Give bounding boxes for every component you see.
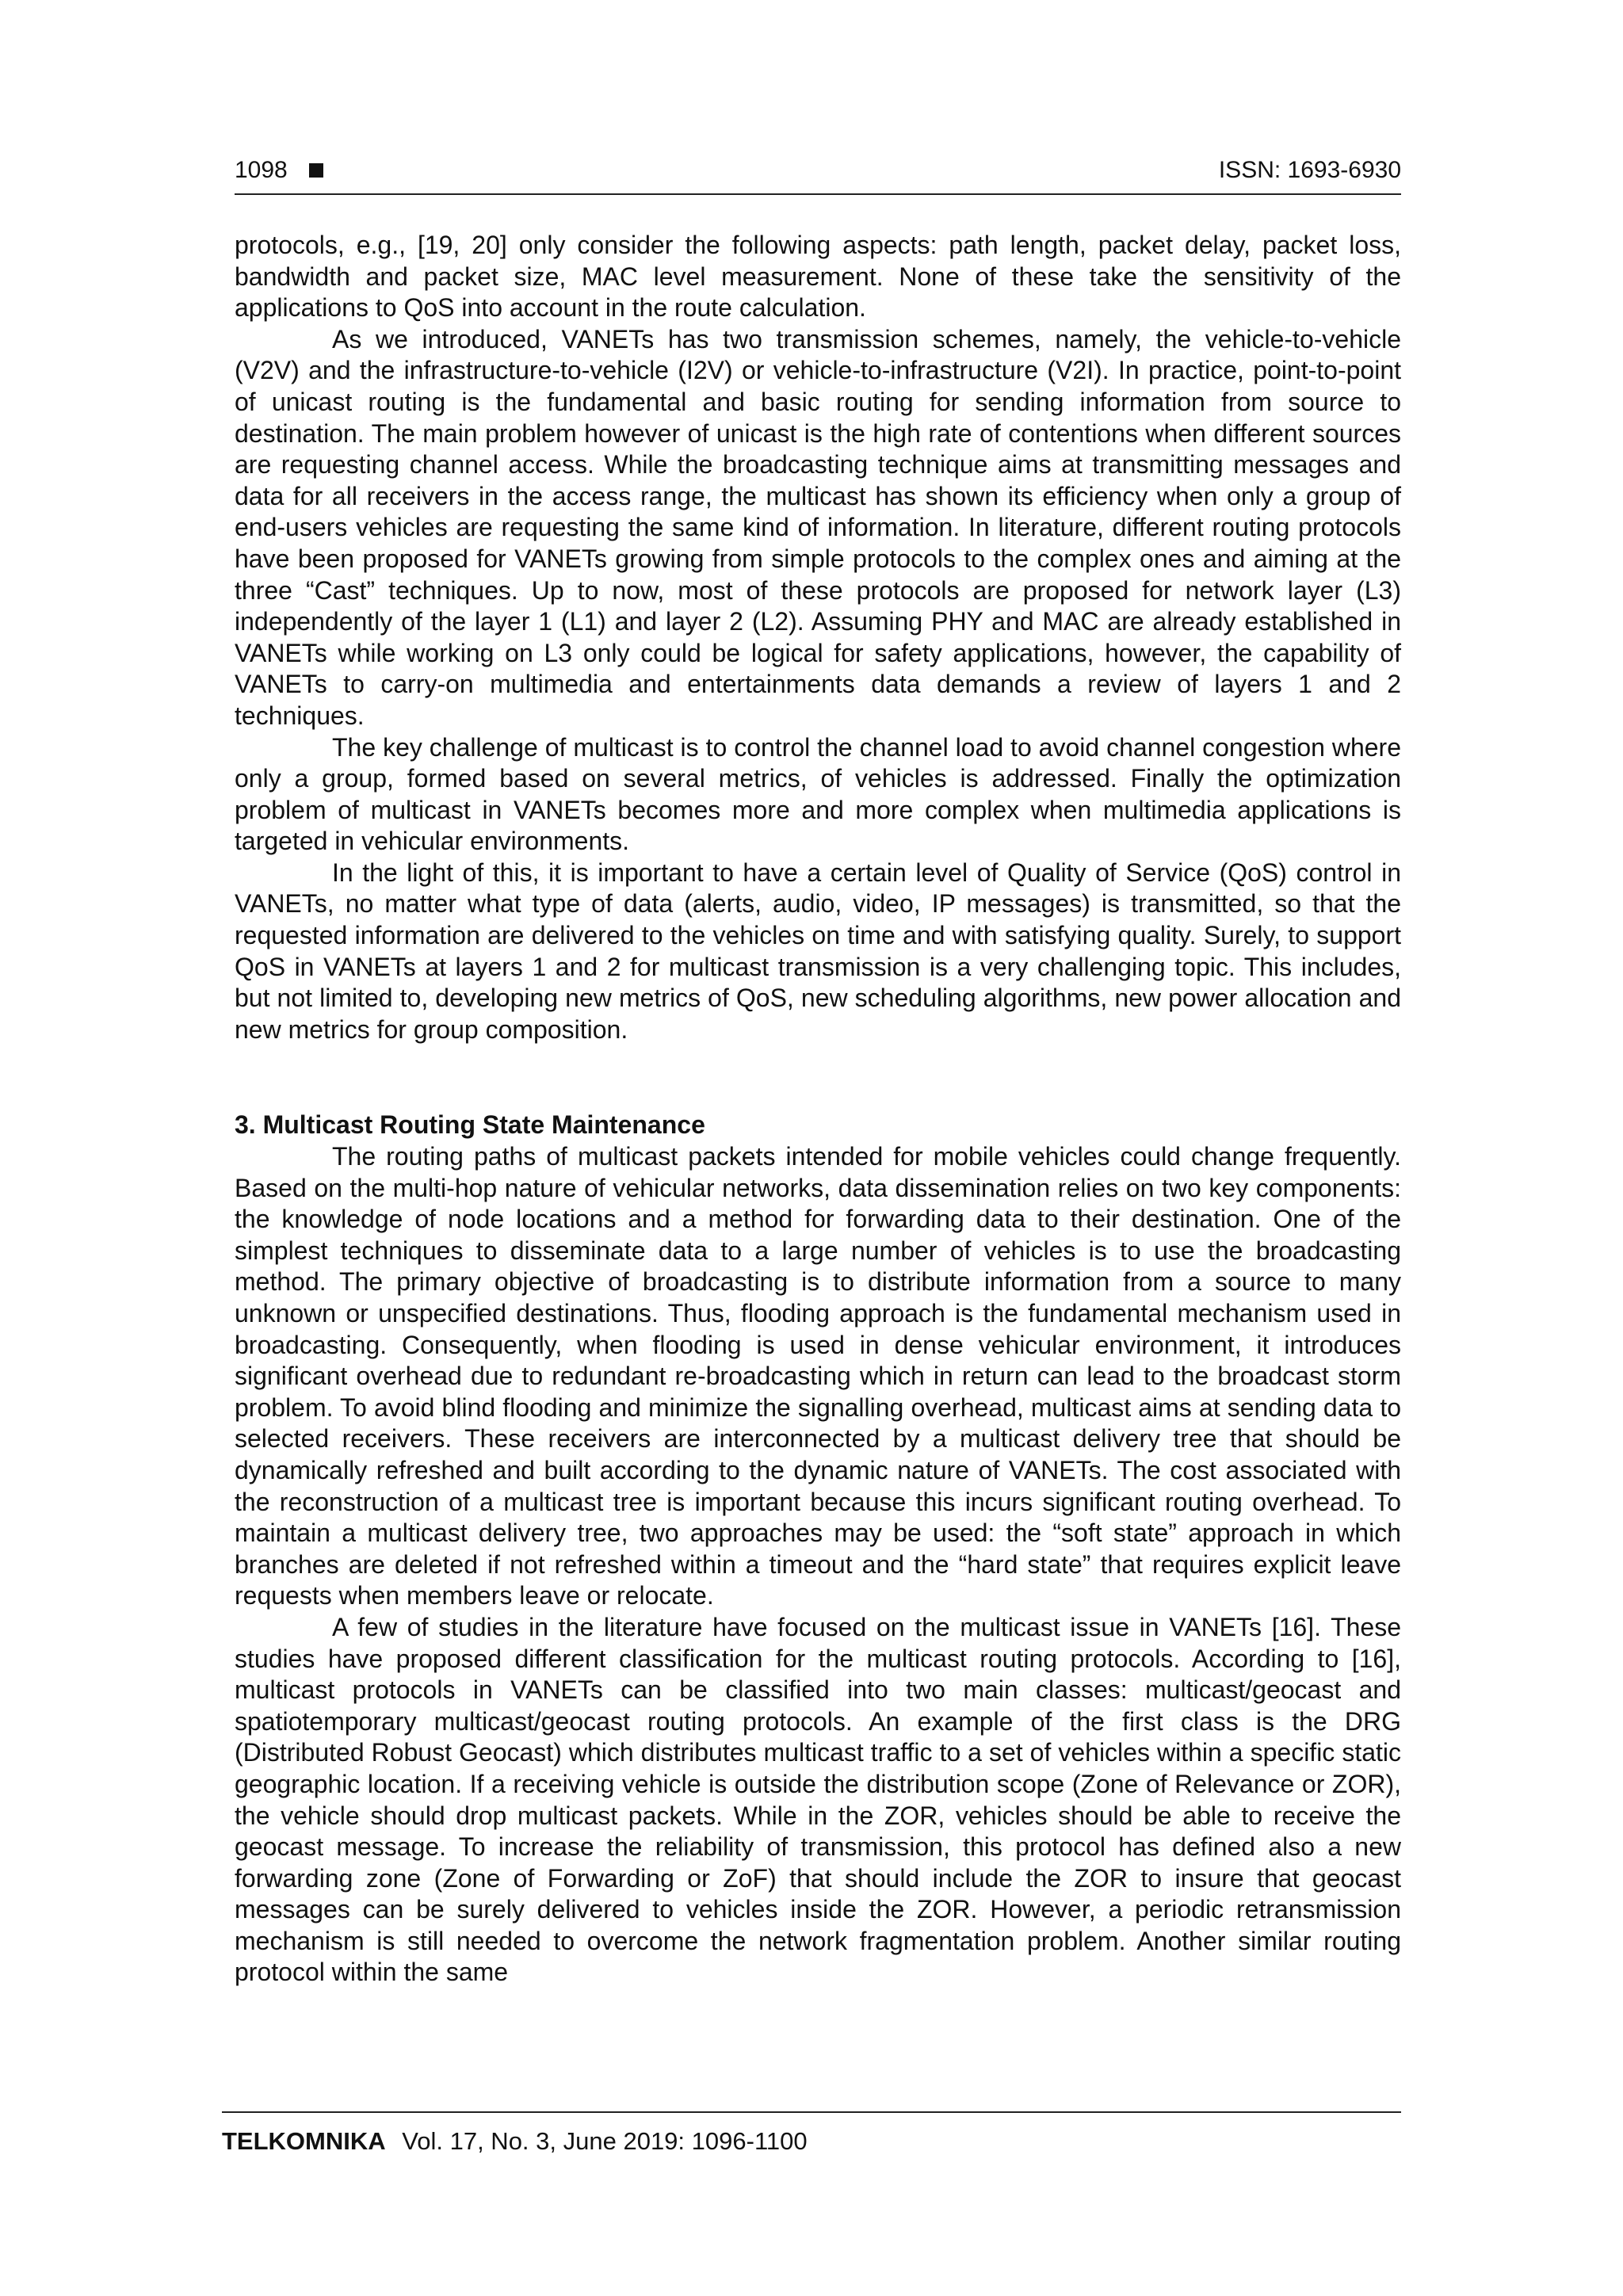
paragraph-continued: protocols, e.g., [19, 20] only consider the following aspects: path length, packet delay, packet loss, bandwidth and packet size, MAC level measurement. None of these take the sensitivity of the applications to QoS into account in the route calculation. xyxy=(235,231,1401,323)
paragraph-qos-control: In the light of this, it is important to have a certain level of Quality of Service (QoS) control in VANETs, no matter what type of data (alerts, audio, video, IP messages) is transmitted, so that the requested information are delivered to the vehicles on time and with satisfying quality. Surely, to support QoS in VANETs at layers 1 and 2 for multicast transmission is a very challenging topic. This includes, but not limited to, developing new metrics of QoS, new scheduling algorithms, new power allocation and new metrics for group composition. xyxy=(235,858,1401,1044)
running-header xyxy=(235,152,1401,195)
issn-label: ISSN: 1693-6930 xyxy=(1218,157,1401,183)
paragraph-transmission-schemes: As we introduced, VANETs has two transmission schemes, namely, the vehicle-to-vehicle (V2V) and the infrastructure-to-vehicle (I2V) or vehicle-to-infrastructure (V2I). In practice, point-to-point of unicast routing is the fundamental and basic routing for sending information from source to destination. The main problem however of unicast is the high rate of contentions when different sources are requesting channel access. While the broadcasting technique aims at transmitting messages and data for all receivers in the access range, the multicast has shown its efficiency when only a group of end-users vehicles are requesting the same kind of information. In literature, different routing protocols have been proposed for VANETs growing from simple protocols to the complex ones and aiming at the three “Cast” techniques. Up to now, most of these protocols are proposed for network layer (L3) independently of the layer 1 (L1) and layer 2 (L2). Assuming PHY and MAC are already established in VANETs while working on L3 only could be logical for safety applications, however, the capability of VANETs to carry-on multimedia and entertainments data demands a review of layers 1 and 2 techniques. xyxy=(235,324,1401,730)
journal-citation: Vol. 17, No. 3, June 2019: 1096-1100 xyxy=(402,2127,808,2155)
page-number: 1098 xyxy=(235,157,288,183)
running-footer xyxy=(222,2111,1401,2156)
journal-name: TELKOMNIKA xyxy=(222,2127,386,2155)
paragraph-routing-paths: The routing paths of multicast packets intended for mobile vehicles could change frequently. Based on the multi-hop nature of vehicular networks, data dissemination relies on two key components: the knowledge of node locations and a method for forwarding data to their destination. One of the simplest techniques to disseminate data to a large number of vehicles is to use the broadcasting method. The primary objective of broadcasting is to distribute information from a source to many unknown or unspecified destinations. Thus, flooding approach is the fundamental mechanism used in broadcasting. Consequently, when flooding is used in dense vehicular environment, it introduces significant overhead due to redundant re-broadcasting which in return can lead to the broadcast storm problem. To avoid blind flooding and minimize the signalling overhead, multicast aims at sending data to selected receivers. These receivers are interconnected by a multicast delivery tree that should be dynamically refreshed and built according to the dynamic nature of VANETs. The cost associated with the reconstruction of a multicast tree is important because this incurs significant routing overhead. To maintain a multicast delivery tree, two approaches may be used: the “soft state” approach in which branches are deleted if not refreshed within a timeout and the “hard state” that requires explicit leave requests when members leave or relocate. xyxy=(235,1142,1401,1610)
section-heading: 3. Multicast Routing State Maintenance xyxy=(235,1110,705,1140)
body-text xyxy=(235,230,1401,1988)
square-bullet-icon xyxy=(309,163,323,178)
paragraph-key-challenge: The key challenge of multicast is to control the channel load to avoid channel congestion where only a group, formed based on several metrics, of vehicles is addressed. Finally the optimization problem of multicast in VANETs becomes more and more complex when multimedia applications is targeted in vehicular environments. xyxy=(235,732,1401,856)
paragraph-multicast-studies: A few of studies in the literature have focused on the multicast issue in VANETs [16]. These studies have proposed different classification for the multicast routing protocols. According to [16], multicast protocols in VANETs can be classified into two main classes: multicast/geocast and spatiotemporary multicast/geocast routing protocols. An example of the first class is the DRG (Distributed Robust Geocast) which distributes multicast traffic to a set of vehicles within a specific static geographic location. If a receiving vehicle is outside the distribution scope (Zone of Relevance or ZOR), the vehicle should drop multicast packets. While in the ZOR, vehicles should be able to receive the geocast message. To increase the reliability of transmission, this protocol has defined also a new forwarding zone (Zone of Forwarding or ZoF) that should include the ZOR to insure that geocast messages can be surely delivered to vehicles inside the ZOR. However, a periodic retransmission mechanism is still needed to overcome the network fragmentation problem. Another similar routing protocol within the same xyxy=(235,1612,1401,1987)
